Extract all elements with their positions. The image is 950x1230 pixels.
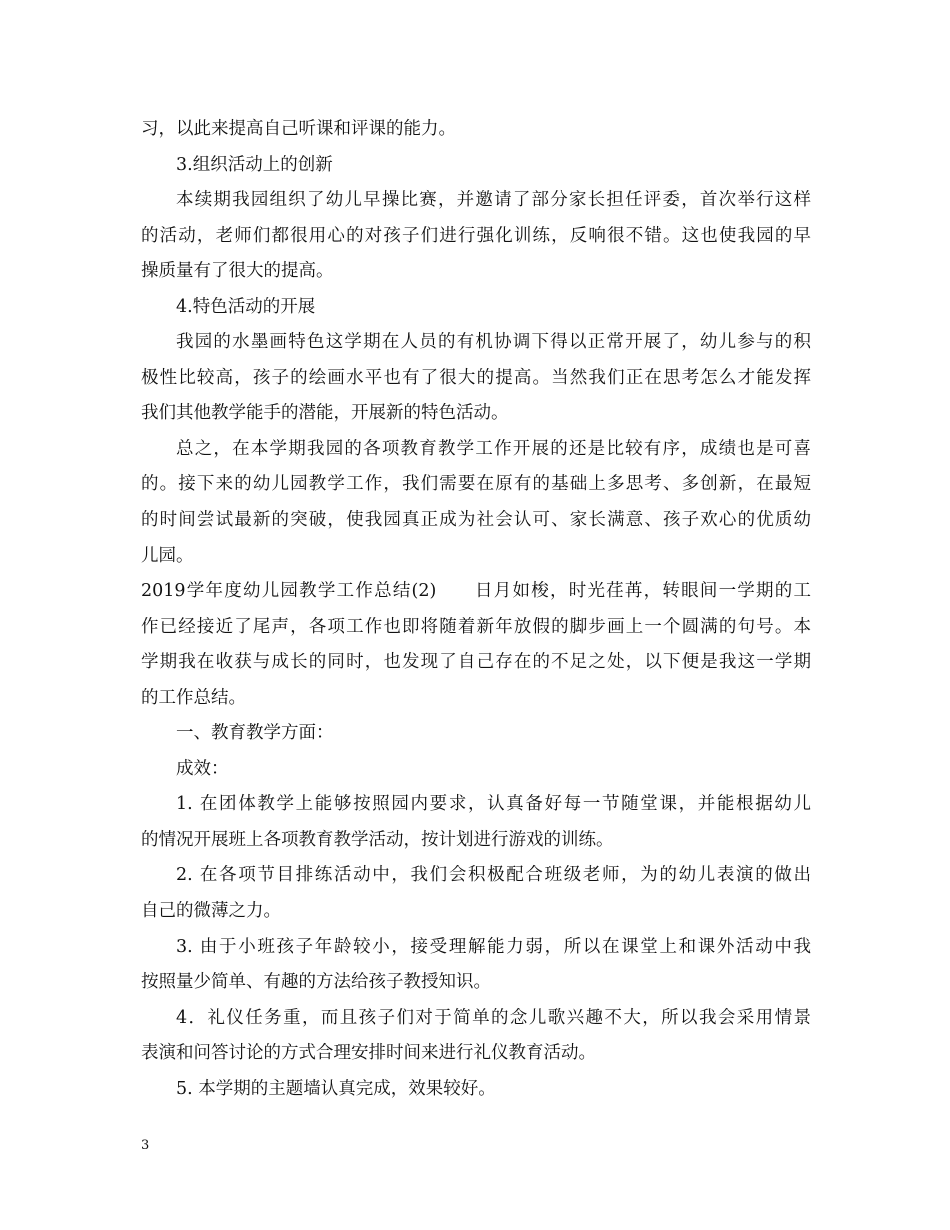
- text-line: 的工作总结。: [141, 687, 246, 708]
- subheading: 成效：: [176, 758, 229, 779]
- text-line: 的情况开展班上各项教育教学活动，按计划进行游戏的训练。: [141, 829, 614, 850]
- text-line: 操质量有了很大的提高。: [141, 261, 334, 282]
- section-heading: 3.组织活动上的创新: [176, 154, 333, 175]
- list-item: 2. 在各项节目排练活动中，我们会积极配合班级老师，为的幼儿表演的做出: [176, 865, 811, 886]
- text-line: 儿园。: [141, 545, 194, 566]
- text-line: 的时间尝试最新的突破，使我园真正成为社会认可、家长满意、孩子欢心的优质幼: [141, 510, 811, 531]
- list-item: 3. 由于小班孩子年龄较小，接受理解能力弱，所以在课堂上和课外活动中我: [176, 936, 811, 957]
- text-line: 我们其他教学能手的潜能，开展新的特色活动。: [141, 403, 509, 424]
- text-line: 作已经接近了尾声，各项工作也即将随着新年放假的脚步画上一个圆满的句号。本: [141, 616, 811, 637]
- text-line: 极性比较高，孩子的绘画水平也有了很大的提高。当然我们正在思考怎么才能发挥: [141, 367, 811, 388]
- text-line: 学期我在收获与成长的同时，也发现了自己存在的不足之处，以下便是我这一学期: [141, 652, 811, 673]
- document-body: [141, 112, 811, 1107]
- list-item: 4．礼仪任务重，而且孩子们对于简单的念儿歌兴趣不大，所以我会采用情景: [176, 1007, 811, 1028]
- text-line: 总之，在本学期我园的各项教育教学工作开展的还是比较有序，成绩也是可喜: [176, 438, 811, 459]
- article-title-line: 2019学年度幼儿园教学工作总结(2) 日月如梭，时光荏苒，转眼间一学期的工: [141, 581, 811, 602]
- text-line: 本续期我园组织了幼儿早操比赛，并邀请了部分家长担任评委，首次举行这样: [176, 190, 811, 211]
- page-number: 3: [141, 1138, 150, 1153]
- text-line: 我园的水墨画特色这学期在人员的有机协调下得以正常开展了，幼儿参与的积: [176, 332, 811, 353]
- section-heading: 4.特色活动的开展: [176, 296, 316, 317]
- text-line: 按照量少简单、有趣的方法给孩子教授知识。: [141, 972, 491, 993]
- text-line: 表演和问答讨论的方式合理安排时间来进行礼仪教育活动。: [141, 1043, 596, 1064]
- text-line: 的活动，老师们都很用心的对孩子们进行强化训练，反响很不错。这也使我园的早: [141, 225, 811, 246]
- text-line: 习，以此来提高自己听课和评课的能力。: [141, 119, 456, 139]
- list-item: 1. 在团体教学上能够按照园内要求，认真备好每一节随堂课，并能根据幼儿: [176, 794, 811, 815]
- text-line: 自己的微薄之力。: [141, 901, 281, 922]
- text-line: 的。接下来的幼儿园教学工作，我们需要在原有的基础上多思考、多创新，在最短: [141, 474, 811, 495]
- section-heading: 一、教育教学方面：: [176, 723, 334, 744]
- list-item: 5. 本学期的主题墙认真完成，效果较好。: [176, 1078, 496, 1099]
